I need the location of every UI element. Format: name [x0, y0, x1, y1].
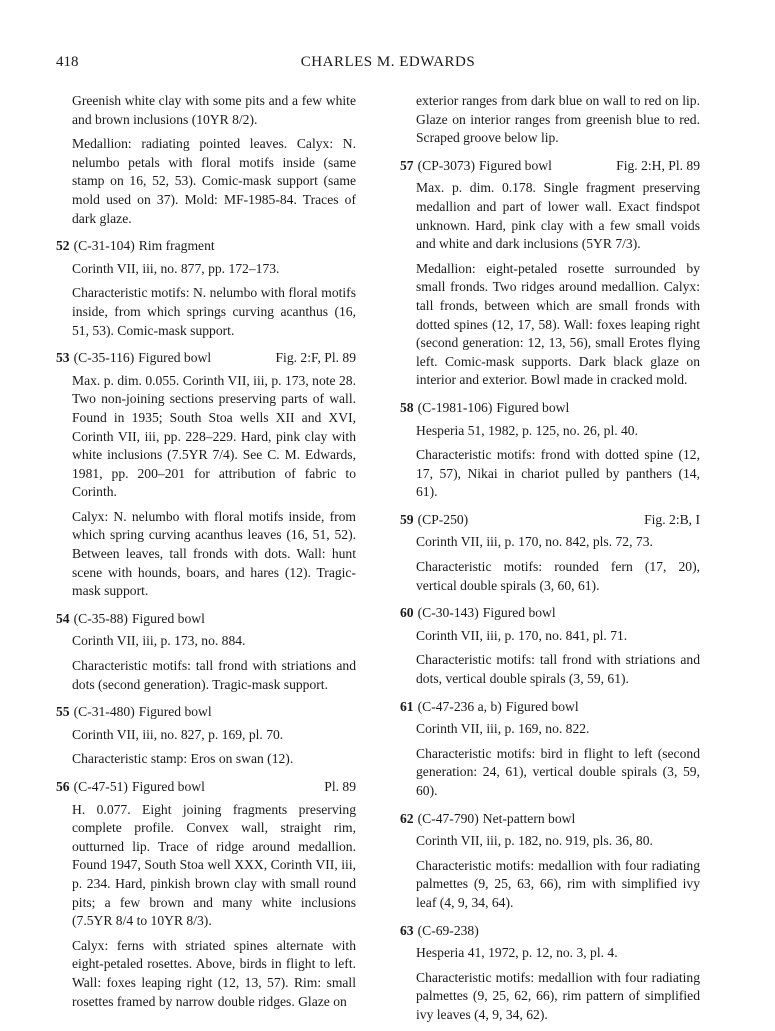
- entry-description: Characteristic motifs: tall frond with striations and dots (second generation). Tragic-mask support.: [72, 658, 356, 692]
- entry-type: Figured bowl: [505, 698, 579, 714]
- page-header: [56, 54, 720, 78]
- entry-code: (C-69-238): [417, 922, 479, 938]
- entry-reference: Corinth VII, iii, p. 173, no. 884.: [72, 633, 246, 649]
- catalog-entry-54: [56, 610, 356, 694]
- right-column: [400, 92, 700, 1031]
- entry-type: Figured bowl: [482, 605, 556, 621]
- page-number: 418: [56, 54, 79, 70]
- entry-figure-ref: Pl. 89: [324, 779, 356, 794]
- entry-reference: Max. p. dim. 0.055. Corinth VII, iii, p. 173, note 28. Two non-joining sections preserving parts of wall. Found in 1935; South Stoa wells XII and XVI, Corinth VII, iii, pp. 228–229. Hard, pink clay with white inclusions (7.5YR 7/4). See C. M. Edwards, 1981, pp. 200–201 for attribution of fabric to Corinth.: [72, 372, 356, 500]
- entry-number: 63: [400, 922, 414, 938]
- entry-code: (C-31-104): [73, 238, 135, 254]
- catalog-entry-55: [56, 703, 356, 769]
- entry-code: (C-47-236 a, b): [417, 698, 502, 714]
- entry-type: Figured bowl: [138, 704, 212, 720]
- entry-number: 52: [56, 238, 70, 254]
- entry-type: Figured bowl: [131, 779, 205, 794]
- catalog-entry-59: [400, 511, 700, 595]
- entry-type: Rim fragment: [138, 238, 215, 254]
- catalog-entry-62: [400, 810, 700, 913]
- entry-description: Characteristic motifs: bird in flight to left (second generation: 24, 61), vertical double spirals (3, 59, 60).: [416, 745, 700, 798]
- entry-description: Characteristic motifs: N. nelumbo with floral motifs inside, from which springs curving acanthus (16, 51, 53). Comic-mask support.: [72, 285, 356, 338]
- entry-reference: Corinth VII, iii, p. 170, no. 842, pls. 72, 73.: [416, 534, 653, 550]
- entry-number: 55: [56, 704, 70, 720]
- entry-type: Figured bowl: [479, 157, 552, 173]
- catalog-entry-52: [56, 237, 356, 340]
- entry-reference: Corinth VII, iii, p. 169, no. 822.: [416, 721, 590, 737]
- entry-number: 53: [56, 350, 70, 366]
- catalog-entry-56: [56, 778, 356, 1011]
- catalog-entry-61: [400, 698, 700, 801]
- entry-number: 58: [400, 399, 414, 415]
- catalog-entry-63: [400, 922, 700, 1025]
- intro-paragraph: Greenish white clay with some pits and a few white and brown inclusions (10YR 8/2).: [72, 93, 356, 127]
- entry-type: Figured bowl: [131, 610, 205, 626]
- entry-description: Characteristic motifs: frond with dotted spine (12, 17, 57), Nikai in chariot pulled by panthers (14, 61).: [416, 447, 700, 500]
- entry-code: (C-47-790): [417, 810, 479, 826]
- running-head: CHARLES M. EDWARDS: [300, 54, 476, 70]
- entry-number: 56: [56, 779, 70, 794]
- entry-description: Characteristic motifs: medallion with four radiating palmettes (9, 25, 63, 66), rim with simplified ivy leaf (4, 9, 34, 64).: [416, 857, 700, 910]
- continued-paragraph: exterior ranges from dark blue on wall to red on lip. Glaze on interior ranges from greenish blue to red. Scraped groove below lip.: [416, 93, 700, 146]
- entry-description: Medallion: eight-petaled rosette surrounded by small fronds. Two ridges around medallion. Calyx: tall fronds, between which are small fronds with dotted spines (12, 17, 58). Wall: foxes leaping right (second generation: 12, 13, 56), small Erotes flying left. Comic-mask supports. Dark black glaze on interior and exterior. Bowl made in cracked mold.: [416, 260, 700, 388]
- entry-description: Characteristic motifs: medallion with four radiating palmettes (9, 25, 62, 66), rim pattern of simplified ivy leaves (4, 9, 34, 62).: [416, 969, 700, 1022]
- entry-type: Figured bowl: [138, 350, 212, 366]
- entry-reference: Corinth VII, iii, p. 170, no. 841, pl. 71.: [416, 627, 628, 643]
- entry-code: (C-1981-106): [417, 399, 493, 415]
- entry-description: Calyx: N. nelumbo with floral motifs inside, from which spring curving acanthus leaves (16, 51, 52). Between leaves, tall fronds with dots. Wall: hunt scene with hounds, boars, and hares (12). Tragic-mask support.: [72, 508, 356, 599]
- entry-number: 60: [400, 605, 414, 621]
- entry-description: Characteristic motifs: tall frond with striations and dots, vertical double spirals (3, 59, 61).: [416, 652, 700, 687]
- entry-figure-ref: Fig. 2:H, Pl. 89: [616, 157, 700, 173]
- catalog-entry-58: [400, 399, 700, 502]
- entry-number: 62: [400, 810, 414, 826]
- entry-type: Figured bowl: [496, 399, 570, 415]
- entry-reference: Hesperia 41, 1972, p. 12, no. 3, pl. 4.: [416, 945, 618, 961]
- entry-reference: Corinth VII, iii, p. 182, no. 919, pls. 36, 80.: [416, 833, 653, 849]
- left-column: [56, 92, 356, 1017]
- entry-number: 59: [400, 511, 414, 527]
- entry-reference: Hesperia 51, 1982, p. 125, no. 26, pl. 40.: [416, 422, 639, 438]
- entry-code: (C-47-51): [73, 779, 128, 794]
- intro-paragraph: Medallion: radiating pointed leaves. Calyx: N. nelumbo petals with floral motifs inside (same stamp on 16, 52, 53). Comic-mask support (same mold used on 37). Mold: MF-1985-84. Traces of dark glaze.: [72, 136, 356, 226]
- entry-code: (CP-250): [417, 511, 469, 527]
- entry-description: Characteristic stamp: Eros on swan (12).: [72, 751, 294, 767]
- entry-code: (CP-3073): [417, 157, 475, 173]
- catalog-entry-53: [56, 349, 356, 601]
- entry-number: 54: [56, 610, 70, 626]
- entry-description: Characteristic motifs: rounded fern (17, 20), vertical double spirals (3, 60, 61).: [416, 559, 700, 593]
- entry-code: (C-31-480): [73, 704, 135, 720]
- entry-reference: Corinth VII, iii, no. 877, pp. 172–173.: [72, 260, 280, 276]
- entry-figure-ref: Fig. 2:F, Pl. 89: [275, 350, 356, 366]
- entry-number: 57: [400, 157, 414, 173]
- entry-reference: Max. p. dim. 0.178. Single fragment preserving medallion and part of lower wall. Exact findspot unknown. Hard, pink clay with a few small voids and white and dark inclusions (5YR 7/3).: [416, 180, 700, 252]
- catalog-entry-60: [400, 604, 700, 688]
- entry-number: 61: [400, 698, 414, 714]
- entry-code: (C-30-143): [417, 605, 479, 621]
- entry-code: (C-35-88): [73, 610, 128, 626]
- entry-figure-ref: Fig. 2:B, I: [644, 511, 700, 527]
- catalog-entry-57: [400, 157, 700, 390]
- entry-type: Net-pattern bowl: [482, 810, 576, 826]
- entry-reference: Corinth VII, iii, no. 827, p. 169, pl. 70.: [72, 726, 284, 742]
- entry-description: Calyx: ferns with striated spines alternate with eight-petaled rosettes. Above, birds in flight to left. Wall: foxes leaping right (12, 13, 57). Rim: small rosettes framed by narrow double ridges. Glaze on: [72, 937, 356, 1009]
- entry-code: (C-35-116): [73, 350, 135, 366]
- entry-reference: H. 0.077. Eight joining fragments preserving complete profile. Convex wall, straight rim, outturned lip. Trace of ridge around medallion. Found 1947, South Stoa well XXX, Corinth VII, iii, p. 234. Hard, pinkish brown clay with small round pits; a few brown and many white inclusions (7.5YR 8/4 to 10YR 8/3).: [72, 801, 356, 929]
